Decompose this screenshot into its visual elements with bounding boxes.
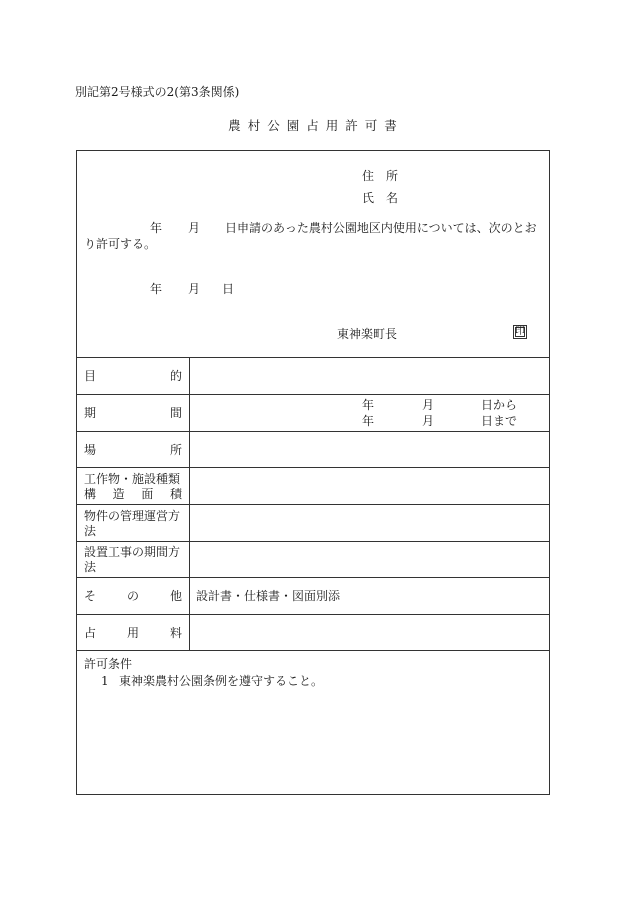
title-char: 村 [247,118,261,133]
place-label: 場 所 [84,443,182,457]
request-year: 年 [150,221,163,235]
title-char: 許 [345,118,358,133]
title-char: 園 [286,118,300,133]
divider [77,577,549,578]
construction-label-line2: 法 [84,560,97,574]
request-text-line2: り許可する。 [84,237,157,251]
request-text-line1: 日申請のあった農村公園地区内使用については、次のとお [225,221,537,235]
divider [77,541,549,542]
name-label: 氏 名 [362,191,399,205]
title-char: 農 [228,118,241,133]
other-value: 設計書・仕様書・図面別添 [196,589,341,603]
title-char: 占 [306,118,319,133]
period-from-year: 年 [362,398,375,412]
structures-label-line1: 工作物・施設種類 [84,472,181,486]
seal-stamp: 印 [515,326,525,337]
date-month: 月 [188,282,201,296]
management-label-line2: 法 [84,524,97,538]
request-month: 月 [188,221,201,235]
title-char: 書 [384,118,397,133]
divider [77,357,549,358]
purpose-label: 目 的 [84,369,182,383]
period-from-suffix: 日から [481,398,518,412]
period-from-month: 月 [422,398,435,412]
divider [77,614,549,615]
form-reference: 別記第2号様式の2(第3条関係) [75,85,240,99]
divider [77,650,549,651]
period-to-year: 年 [362,414,375,428]
divider [77,431,549,432]
divider [77,504,549,505]
fee-label: 占 用 料 [84,626,182,640]
management-label-line1: 物件の管理運営方 [84,509,181,523]
issuer-name: 東神楽町長 [337,327,398,341]
date-day: 日 [222,282,235,296]
address-label: 住 所 [362,169,399,183]
title-char: 公 [267,118,280,133]
title-char: 可 [364,118,378,133]
condition-item-text: 東神楽農村公園条例を遵守すること。 [119,674,324,688]
conditions-heading: 許可条件 [84,657,133,671]
condition-item-number: 1 [101,674,109,688]
column-divider [189,357,190,650]
period-to-month: 月 [422,414,435,428]
title-char: 用 [325,118,339,133]
other-label: そ の 他 [84,589,182,603]
period-to-suffix: 日まで [481,414,518,428]
date-year: 年 [150,282,163,296]
document-title [75,120,550,133]
construction-label-line1: 設置工事の期間方 [84,545,181,559]
divider [77,394,549,395]
structures-label-line2: 構 造 面 積 [84,487,182,501]
permit-form-table [76,150,550,795]
divider [77,467,549,468]
period-label: 期 間 [84,406,182,420]
